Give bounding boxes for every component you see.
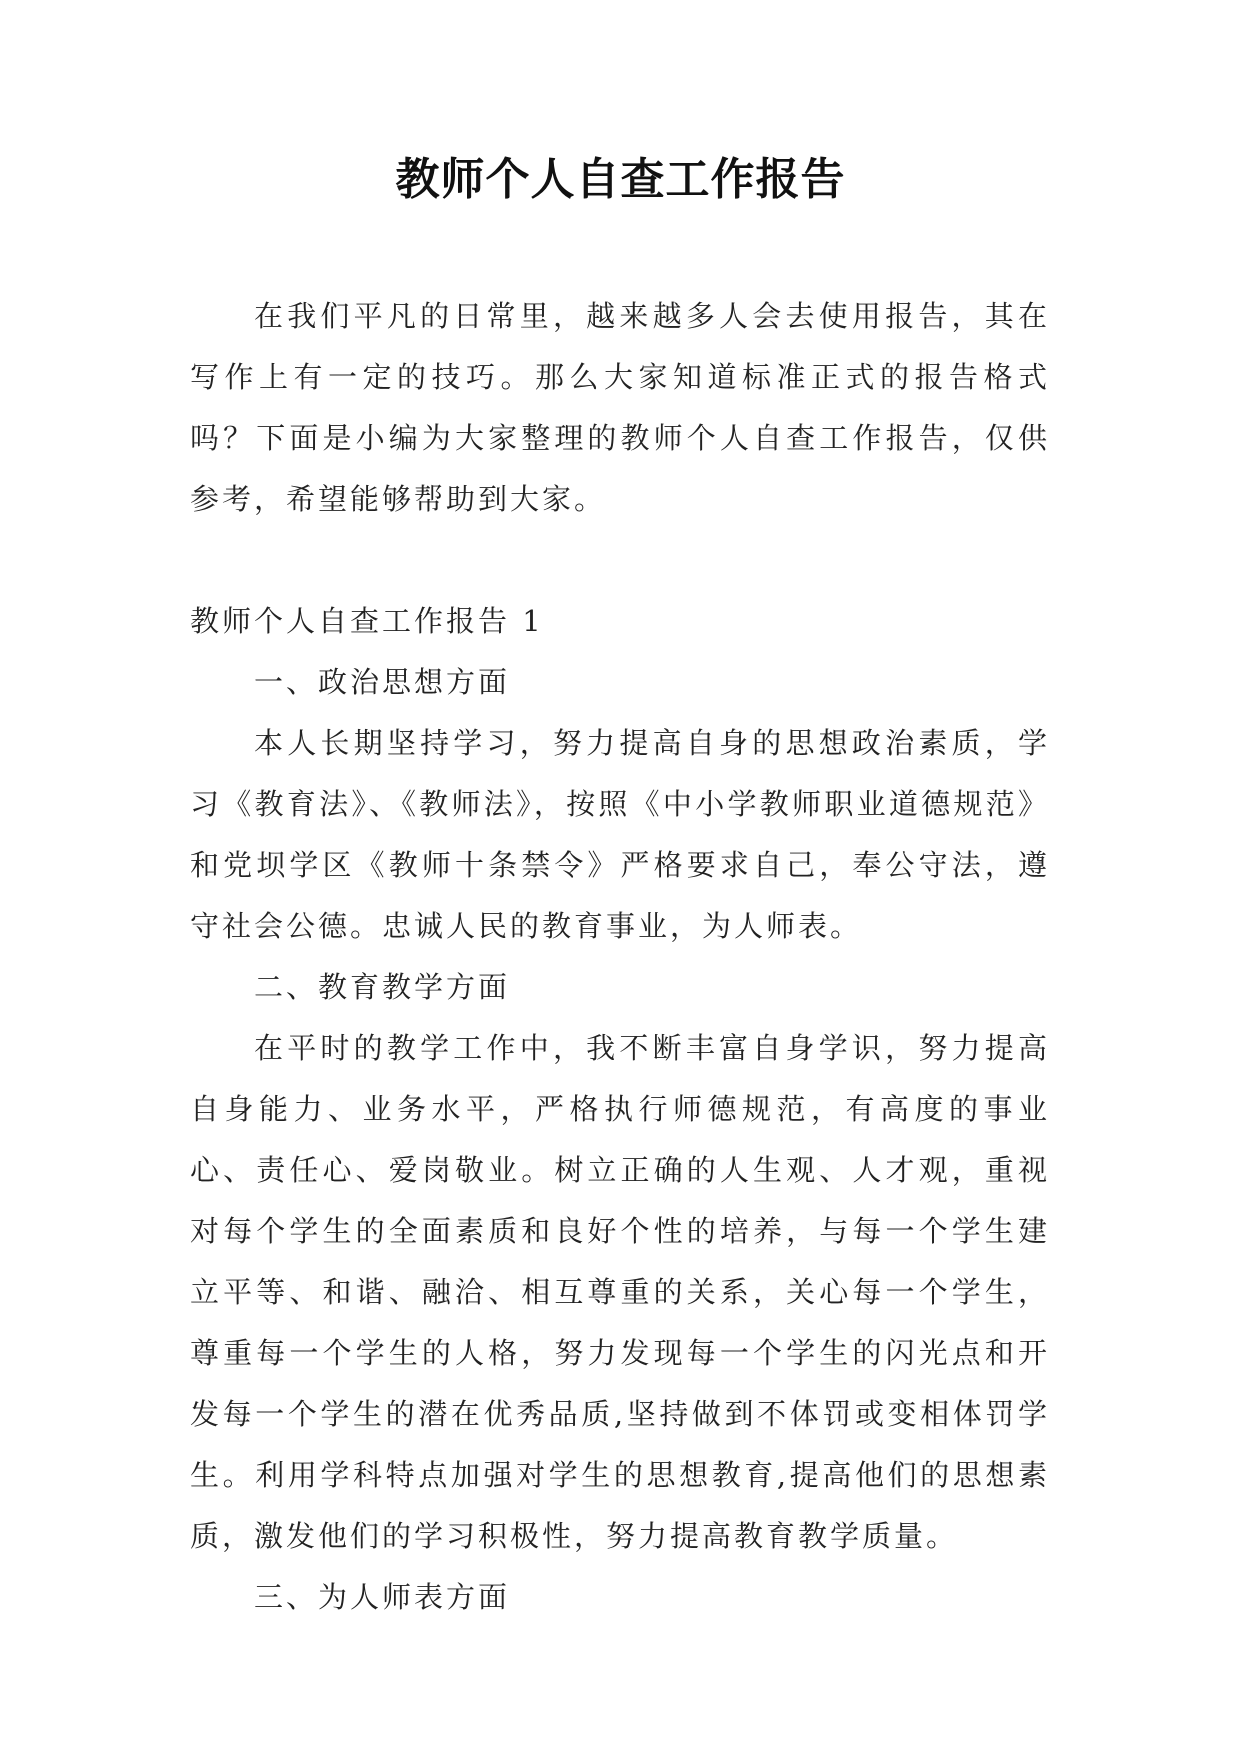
section-heading-teaching: 二、教育教学方面: [254, 970, 511, 1004]
section-paragraph-political: 本人长期坚持学习，努力提高自身的思想政治素质，学习《教育法》、《教师法》，按照《中小学教师职业道德规范》和党坝学区《教师十条禁令》严格要求自己，奉公守法，遵守社会公德。忠诚人民的教育事业，为人师表。: [190, 726, 1050, 943]
intro-paragraph: 在我们平凡的日常里，越来越多人会去使用报告，其在写作上有一定的技巧。那么大家知道标准正式的报告格式吗？下面是小编为大家整理的教师个人自查工作报告，仅供参考，希望能够帮助到大家。: [190, 299, 1050, 516]
section-paragraph-teaching: 在平时的教学工作中，我不断丰富自身学识，努力提高自身能力、业务水平，严格执行师德规范，有高度的事业心、责任心、爱岗敬业。树立正确的人生观、人才观，重视对每个学生的全面素质和良好个性的培养，与每一个学生建立平等、和谐、融洽、相互尊重的关系，关心每一个学生，尊重每一个学生的人格，努力发现每一个学生的闪光点和开发每一个学生的潜在优秀品质,坚持做到不体罚或变相体罚学生。利用学科特点加强对学生的思想教育,提高他们的思想素质，激发他们的学习积极性，努力提高教育教学质量。: [190, 1031, 1050, 1553]
section-heading-conduct: 三、为人师表方面: [254, 1580, 511, 1614]
document-body: [190, 286, 1050, 1628]
section-heading-political: 一、政治思想方面: [254, 665, 511, 699]
document-title: 教师个人自查工作报告: [395, 154, 846, 205]
report-heading: 教师个人自查工作报告 1: [190, 604, 544, 638]
